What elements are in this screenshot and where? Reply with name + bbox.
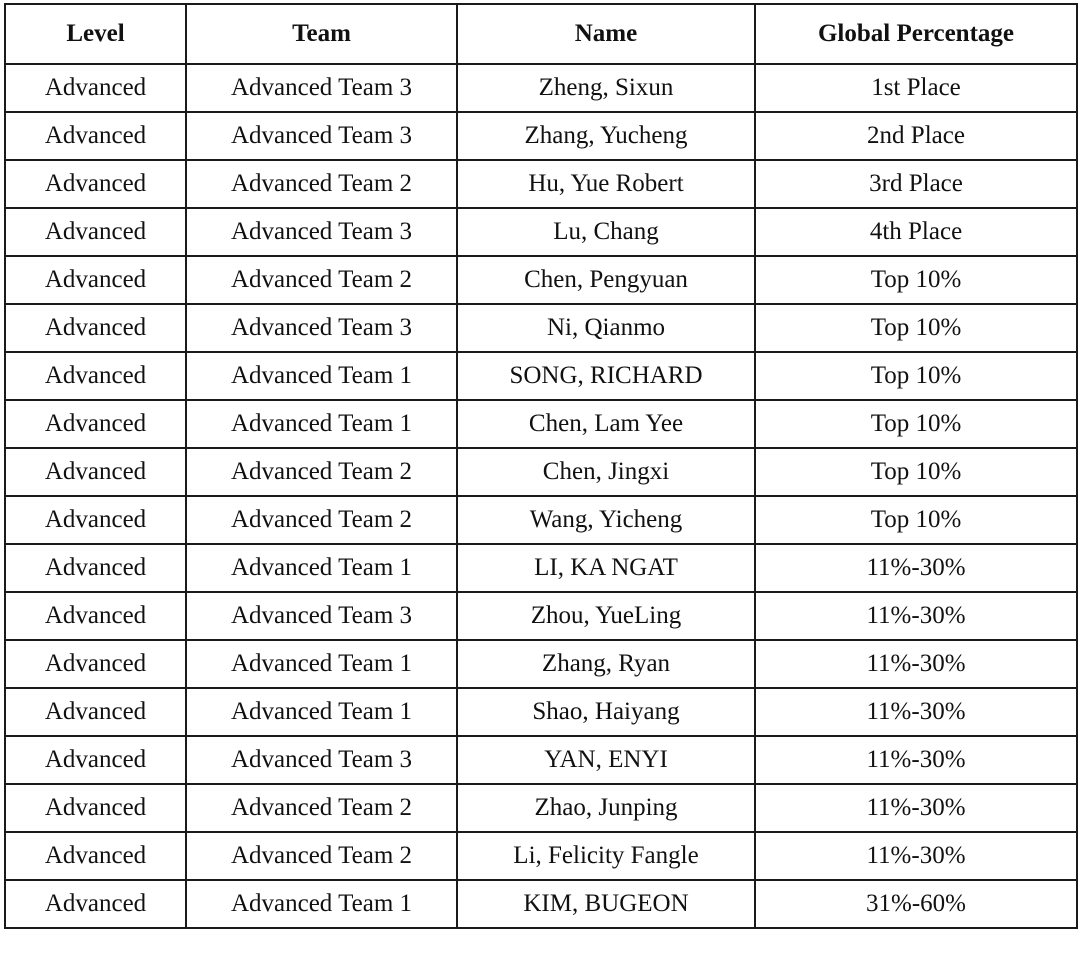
table-header bbox=[5, 4, 1077, 64]
cell-name: Chen, Jingxi bbox=[457, 448, 755, 496]
table-row bbox=[5, 352, 1077, 400]
cell-name: Wang, Yicheng bbox=[457, 496, 755, 544]
header-team: Team bbox=[186, 4, 457, 64]
cell-percentage: 1st Place bbox=[755, 64, 1077, 112]
table-row bbox=[5, 880, 1077, 928]
cell-percentage: 11%-30% bbox=[755, 832, 1077, 880]
cell-name: Lu, Chang bbox=[457, 208, 755, 256]
cell-team: Advanced Team 3 bbox=[186, 304, 457, 352]
cell-level: Advanced bbox=[5, 64, 186, 112]
results-table bbox=[4, 3, 1078, 929]
cell-level: Advanced bbox=[5, 688, 186, 736]
cell-level: Advanced bbox=[5, 400, 186, 448]
cell-name: Shao, Haiyang bbox=[457, 688, 755, 736]
cell-percentage: Top 10% bbox=[755, 496, 1077, 544]
cell-team: Advanced Team 1 bbox=[186, 688, 457, 736]
cell-level: Advanced bbox=[5, 256, 186, 304]
table-row bbox=[5, 400, 1077, 448]
cell-percentage: Top 10% bbox=[755, 400, 1077, 448]
table-body bbox=[5, 64, 1077, 928]
cell-level: Advanced bbox=[5, 496, 186, 544]
cell-percentage: 11%-30% bbox=[755, 544, 1077, 592]
cell-team: Advanced Team 2 bbox=[186, 448, 457, 496]
table-row bbox=[5, 832, 1077, 880]
cell-name: SONG, RICHARD bbox=[457, 352, 755, 400]
cell-level: Advanced bbox=[5, 736, 186, 784]
cell-level: Advanced bbox=[5, 544, 186, 592]
cell-team: Advanced Team 3 bbox=[186, 592, 457, 640]
cell-level: Advanced bbox=[5, 592, 186, 640]
cell-percentage: Top 10% bbox=[755, 448, 1077, 496]
cell-team: Advanced Team 3 bbox=[186, 208, 457, 256]
header-level: Level bbox=[5, 4, 186, 64]
cell-team: Advanced Team 2 bbox=[186, 496, 457, 544]
table-row bbox=[5, 208, 1077, 256]
cell-level: Advanced bbox=[5, 112, 186, 160]
table-row bbox=[5, 592, 1077, 640]
table-row bbox=[5, 736, 1077, 784]
cell-name: KIM, BUGEON bbox=[457, 880, 755, 928]
cell-name: Zhang, Ryan bbox=[457, 640, 755, 688]
cell-percentage: 4th Place bbox=[755, 208, 1077, 256]
cell-name: Chen, Pengyuan bbox=[457, 256, 755, 304]
cell-percentage: 31%-60% bbox=[755, 880, 1077, 928]
cell-level: Advanced bbox=[5, 880, 186, 928]
cell-team: Advanced Team 3 bbox=[186, 64, 457, 112]
table-row bbox=[5, 688, 1077, 736]
cell-name: Zheng, Sixun bbox=[457, 64, 755, 112]
cell-name: Li, Felicity Fangle bbox=[457, 832, 755, 880]
cell-level: Advanced bbox=[5, 352, 186, 400]
cell-name: Chen, Lam Yee bbox=[457, 400, 755, 448]
cell-name: Ni, Qianmo bbox=[457, 304, 755, 352]
table-row bbox=[5, 304, 1077, 352]
table-row bbox=[5, 640, 1077, 688]
cell-level: Advanced bbox=[5, 448, 186, 496]
cell-name: Hu, Yue Robert bbox=[457, 160, 755, 208]
cell-team: Advanced Team 3 bbox=[186, 112, 457, 160]
table-row bbox=[5, 112, 1077, 160]
cell-team: Advanced Team 1 bbox=[186, 400, 457, 448]
cell-team: Advanced Team 1 bbox=[186, 640, 457, 688]
cell-team: Advanced Team 1 bbox=[186, 352, 457, 400]
cell-level: Advanced bbox=[5, 832, 186, 880]
cell-level: Advanced bbox=[5, 160, 186, 208]
cell-percentage: Top 10% bbox=[755, 352, 1077, 400]
cell-name: YAN, ENYI bbox=[457, 736, 755, 784]
cell-level: Advanced bbox=[5, 784, 186, 832]
cell-percentage: 11%-30% bbox=[755, 784, 1077, 832]
cell-percentage: Top 10% bbox=[755, 256, 1077, 304]
cell-name: Zhang, Yucheng bbox=[457, 112, 755, 160]
cell-percentage: 11%-30% bbox=[755, 688, 1077, 736]
cell-team: Advanced Team 1 bbox=[186, 880, 457, 928]
table-row bbox=[5, 544, 1077, 592]
cell-team: Advanced Team 1 bbox=[186, 544, 457, 592]
cell-level: Advanced bbox=[5, 208, 186, 256]
cell-level: Advanced bbox=[5, 304, 186, 352]
cell-percentage: 11%-30% bbox=[755, 736, 1077, 784]
header-global-percentage: Global Percentage bbox=[755, 4, 1077, 64]
header-row bbox=[5, 4, 1077, 64]
cell-name: Zhou, YueLing bbox=[457, 592, 755, 640]
table-row bbox=[5, 496, 1077, 544]
cell-team: Advanced Team 2 bbox=[186, 160, 457, 208]
cell-percentage: 11%-30% bbox=[755, 592, 1077, 640]
cell-team: Advanced Team 2 bbox=[186, 784, 457, 832]
cell-percentage: Top 10% bbox=[755, 304, 1077, 352]
cell-team: Advanced Team 2 bbox=[186, 832, 457, 880]
table-row bbox=[5, 448, 1077, 496]
cell-name: LI, KA NGAT bbox=[457, 544, 755, 592]
cell-name: Zhao, Junping bbox=[457, 784, 755, 832]
table-row bbox=[5, 256, 1077, 304]
table-row bbox=[5, 160, 1077, 208]
cell-team: Advanced Team 3 bbox=[186, 736, 457, 784]
header-name: Name bbox=[457, 4, 755, 64]
table-row bbox=[5, 784, 1077, 832]
cell-percentage: 2nd Place bbox=[755, 112, 1077, 160]
cell-percentage: 11%-30% bbox=[755, 640, 1077, 688]
cell-level: Advanced bbox=[5, 640, 186, 688]
cell-team: Advanced Team 2 bbox=[186, 256, 457, 304]
table-row bbox=[5, 64, 1077, 112]
cell-percentage: 3rd Place bbox=[755, 160, 1077, 208]
